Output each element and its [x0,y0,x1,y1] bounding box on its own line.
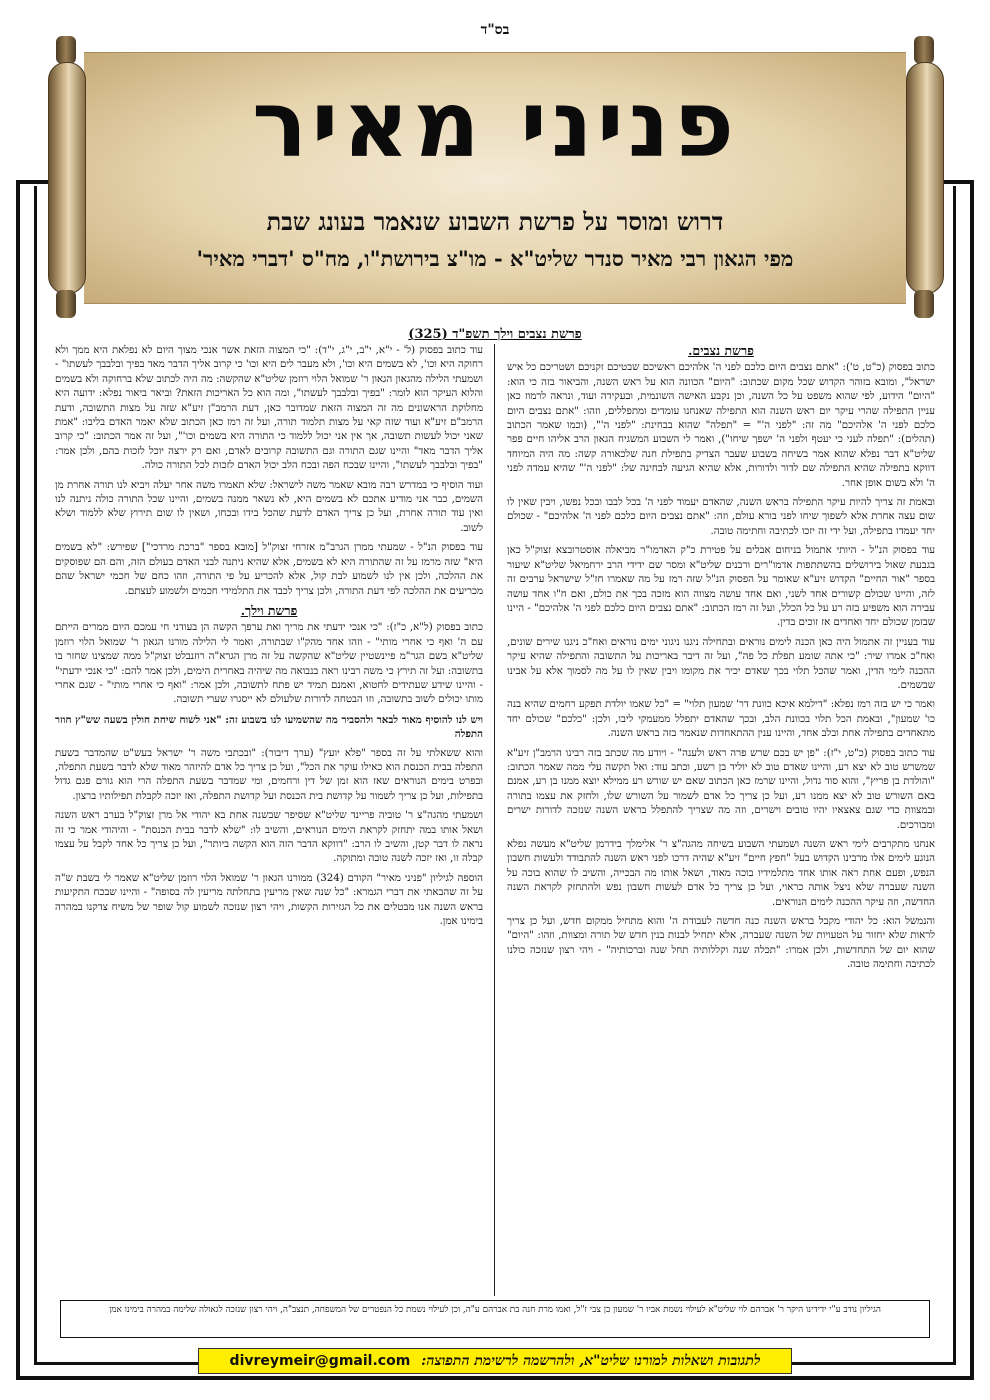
bsd-header: בס"ד [480,22,510,38]
paragraph: עוד כתוב בפסוק (כ"ט, י"ז): "פן יש בכם שרש פרה ראש ולענה" - ויודע מה שכתב בזה רבינו הרמב"ן זיע"א שמשרש טוב לא יצא רע, והיינו שאדם טוב לא יוליד בן רשע, וכתב עוד: ואל תקשה עלי ממה שאמר הכתוב: "והולדת בן פריץ", והוא סוד גדול, והיינו שרמז כאן הכתוב שאם יש שורש רע ממילא יוצא ממנו בן רע, אמנם באם השורש טוב לא יצא ממנו רע, ועל כן צריך כל אדם לשמור על השורש שלו, ולחזק את עצמו בתורה ובמצוות כדי שגם צאצאיו יהיו טובים וישרים, וזה מה שצריך להתפלל בראש השנה שנזכה לדורות ישרים ומבורכים. [507,747,935,831]
author-line: מפי הגאון רבי מאיר סנדר שליט"א - מו"צ בירושת"ו, מח"ס 'דברי מאיר' [196,246,794,271]
article-columns [55,344,935,1296]
frame-bottom [16,1376,974,1380]
left-column [55,344,483,1296]
issue-line: פרשת נצבים וילך תשפ"ד (325) [408,327,582,342]
paragraph: עוד בפסוק הנ"ל - שמעתי ממרן הגרב"מ אזרחי זצוק"ל [מובא בספר "ברכת מרדכי"] שפירש: "לא בשמים היא" שזה מרמז על זה שהתורה היא לא בשמים, אלא שהיא ניתנה לבני האדם בעולם הזה, והם הם שפוסקים את ההלכה, ולכן אין לנו לשמוע לבת קול, אלא להכריע על פי התורה, וזהו כחם של חכמי ישראל שהם מכריעים את ההלכה לפי דעת התורה, ולכן צריך לכבד את התלמידי חכמים ולשמוע לעצתם. [55,542,483,597]
paragraph: ויש לנו להוסיף מאוד לבאר ולהסביר מה שהשמיעו לנו בשבוע זה: "אני לשוח שיחת חולין בשעה שש"ץ חוזר התפלה [55,713,483,741]
paragraph: עוד כתוב בפסוק (ל' - י"א, י"ב, י"ג, י"ד): "כי המצוה הזאת אשר אנכי מצוך היום לא נפלאת היא ממך ולא רחוקה היא וכו', לא בשמים היא וכו', ולא מעבר לים היא וכו' כי קרוב אליך הדבר מאד בפיך ובלבבך לעשתו" - ושמעתי הלילה מהגאון הגאון ר' שמואל הלוי רוזמן שליט"א שהקשה: מה היה לכתוב שלא ברחוקה ולא בשמים והלוא העיקר הוא לומר: "בפיך ובלבבך לעשתו", ומה הוא כל האריכות הזאת? וביאר ביאור נפלא: ידועה היא מחלוקת הראשונים מה זה המצוה הזאת שמדובר כאן, דעת הרמב"ן זיע"א שזה על מצות התשובה, ודעת הרמב"ם זיע"א ועוד שזה קאי על מצות תלמוד תורה, ועל זה רמז כאן הכתוב שלא יאמר האדם בליבו: "אמת שאני יכול לעשות תשובה, אך אין אני יכול ללמוד כי התורה היא בשמים וכו'", ועל זה אמר הכתוב: "כי קרוב אליך הדבר מאד" והיינו שגם התורה וגם התשובה קרובים לאדם, ואם רק ירצה יוכל לזכות בהם, ולכן אמר: "בפיך ובלבבך לעשתו", והיינו שבכח הפה ובכח הלב יכול האדם לזכות לכל התורה כולה. [55,345,483,472]
paragraph: כתוב בפסוק (כ"ט, ט'): "אתם נצבים היום כלכם לפני ה' אלהיכם ראשיכם שבטיכם זקניכם ושטריכם כל איש ישראל", ומובא בזוהר הקדוש שכל מקום שכתוב: "היום" הכוונה הוא על ראש השנה, והביאור בזה כי הוא: "היום" הידוע, לפי שהוא משפט על כל השנה, וכן נקבע האישה השונמית, ובעקידה ועוד, ונראה לרמוז כאן עניין התפילה שהרי עיקר יום ראש השנה הוא התפילה שאנחנו עומדים ומתפללים, וזהו: "אתם נצבים היום כלכם לפני ה' אלהיכם" מה זה: "לפני ה'" = "תפלה" שהוא בבחינת: "לפני ה'", (וכמו שאמר הכתוב (תהלים): "תפלה לעני כי יעטף ולפני ה' ישפך שיחו"), ואמר לי השבוע המשגיח הגאון הרב אליהו חיים פפר שליט"א דבר נפלא שהוא אמר בשיחה בשבוע שעבר הצדיק בתפילת חנה שלכאורה קשה: מה היה המיוחד דווקא בתפילה שהיא התפילה שם לדור ולדורות, אלא שהיא הגיעה לבחינה של: "לפני ה'" שהיא עמדה לפני ה' ולא בשום אופן אחר. [507,362,935,489]
section-heading-nitzavim: פרשת נצבים. [688,344,754,358]
contact-bar [198,1348,792,1374]
paragraph: עוד בפסוק הנ"ל - היותי אתמול בניחום אבלים על פטירת כ"ק האדמו"ר מביאלה אוסטרובצא זצוק"ל כאן בגבעת שאול בירושלים בהשתתפות אדמו"רים ורבנים שליט"א ומסר שם ידידי הרב ירחמיאל שליט"א שיעור בספר "אור החיים" הקדוש זיע"א שאומר על הפסוק הנ"ל שזה רמז על מה שאמרו חז"ל שישראל ערבים זה לזה, והיינו שכולם קשורים אחד לשני, ואם אחד עושה מצווה הוא מזכה בכך את כולם, ואם ח"ו אחד עושה עבירה הוא משפיע בזה רע על כל הכלל, ועל זה רמז הכתוב: "אתם נצבים היום כלכם לפני ה' אלהיכם" - היינו שבזמן שכולם יחד ואחדים אז זוכים בדין. [507,545,935,629]
paragraph: כתוב בפסוק (ל"א, כ"ז): "כי אנכי ידעתי את מריך ואת ערפך הקשה הן בעודני חי עמכם היום ממרים הייתם עם ה' ואף כי אחרי מותי" - וזהו אחד מהק"ו שבתורה, ואמר לי הלילה מורנו הגאון ר' שמואל הלוי רוזמן שליט"א בשם הגר"מ פיינשטיין שליט"א שהקשה על זה מרן הגרא"ה רוזנבלט זצוק"ל ממה שמצינו שחזר בו בתשובה: ועל זה תירץ כי משה רבינו ראה בנבואה מה שיהיה באחרית הימים, ולכן אמר להם: "כי אנכי ידעתי" - והיינו שידע שעתידים לחטוא, ואמנם תמיד יש פתח לתשובה, ולכן אמר: "ואף כי אחרי מותי" - שגם אחרי מותו יכולים לשוב בתשובה, וזו הבטחה לדורות שלעולם לא ייסגרו שערי תשובה. [55,622,483,706]
paragraph: ושמעתי מהגה"צ ר' טוביה פריינד שליט"א שסיפר שבשנה אחת בא יהודי אל מרן זצוק"ל בערב ראש השנה ושאל אותו במה יתחזק לקראת הימים הנוראים, והשיב לו: "שלא לדבר בבית הכנסת" - והיהודי אמר כי זה נראה לו דבר קטן, והשיב לו הרב: "דווקא הדבר הזה הוא הקשה ביותר", ועל כן צריך כל אחד לקבל על עצמו קבלה זו, ואז יזכה לשנה טובה ומתוקה. [55,810,483,865]
contact-text: לתגובות ושאלות למורנו שליט"א, ולהרשמה לרשימת התפוצה: [421,1353,761,1369]
masthead-title: פניני מאיר [251,71,739,178]
paragraph: הוספה לגיליון "פניני מאיר" הקודם (324) ממורנו הגאון ר' שמואל הלוי רוזמן שליט"א שאמר לי בשבת ש"ה על זה שהבאתי את דברי הגמרא: "כל שנה שאין מריעין בתחלתה מריעין לה בסופה" - והיינו שבכח התקיעות בראש השנה אנו מבטלים את כל הגזירות הקשות, ויהי רצון שנזכה לשמוע קול שופר של משיח צדקנו במהרה בימינו אמן. [55,872,483,928]
paragraph: ועוד הוסיף כי במדרש רבה מובא שאמר משה לישראל: שלא תאמרו משה אחר יעלה ויביא לנו תורה אחרת מן השמים, כבר אני מודיע אתכם לא בשמים היא, לא נשאר ממנה בשמים, והיינו שכל התורה כולה ניתנה לנו ואין עוד תורה אחרת, ועל כן צריך האדם לדעת שהכל בידו ובכחו, ושאין לו שום תירוץ שלא ללמוד ושלא לשוב. [55,479,483,534]
contact-email[interactable]: divreymeir@gmail.com [229,1353,411,1369]
paragraph: ואמר כי יש בזה רמז נפלא: "דילמא איכא כוונת דר' שמעון תלוי" = "כל שאמו יולדת תפקע רחמים שהיא בנה כו' שמעון", ובאמת הכל תלוי בכוונת הלב, ובכך שהאדם יתפלל ממעמקי ליבו, ולכן: "כלכם" שכולם יחד מתאחדים בתפילה אחת ובלב אחד, והיינו ענין ההתאחדות שנאמר בזה בראש השנה. [507,699,935,740]
frame-inner-left [34,186,37,1364]
paragraph: והוא ששאלתי על זה בספר "פלא יועץ" (ערך דיבור): "ובכתבי משה ר' ישראל בעש"ט שהמדבר בשעת התפלה בבית הכנסת הוא כאילו עוקר את הכל", ועל כן צריך כל אדם להיזהר מאוד שלא לדבר בשעת התפלה, ובפרט בימים הנוראים שאז הוא זמן של דין ורחמים, ומי שמדבר בשעת התפלה הרי הוא גורם פגם גדול בתפילות, ועל כן צריך לשמור על קדושת בית הכנסת ועל קדושת התפלה, ואז יזכה לקבלת תפילותיו ברצון. [55,747,483,802]
frame-left [16,180,20,1380]
paragraph: והנמשל הוא: כל יהודי מקבל בראש השנה כנה חדשה לעבודת ה' והוא מתחיל ממקום חדש, ועל כן צריך לראות שלא יחזור על הטעויות של השנה שעברה, אלא יתחיל לבנות בנין חדש של תורה ומצוות, וזהו: "היום" שהוא יום של התחדשות, ולכן אמרו: "תכלה שנה וקללותיה תחל שנה וברכותיה" - ויהי רצון שנזכה כולנו לכתיבה וחתימה טובה. [507,916,935,971]
paragraph: אנחנו מתקרבים לימי ראש השנה ושמעתי השבוע בשיחה מהגה"צ ר' אלימלך בידרמן שליט"א מעשה נפלא הנוגע לימים אלו מרבינו הקדוש בעל "חפץ חיים" זיע"א שהיה דרכו לפני ראש השנה להתבודד ולעשות חשבון הנפש, ופעם אחת ראה אותו אחד מתלמידיו בוכה מאוד, ושאל אותו מה הבכייה, והשיב לו שהוא בוכה על השנה שעברה שלא ניצל אותה כראוי, ועל כן צריך כל אדם לעשות חשבון נפש ולהתחזק לקראת השנה החדשה, וזה עיקר ההכנה לימים הנוראים. [507,839,935,908]
paragraph: עוד בעניין זה אתמול היה כאן הכנה לימים נוראים ובתחילה ניגנו ניגוני ימים נוראים ואח"כ ניגנו שירים שונים, ואח"כ אמרו שיר: "כי אתה שומע תפלת כל פה", ועל זה דיבר באריכות על התשובה והתפילה שהיא עיקר ההכנה לימי הדין, ואמר שהכל תלוי בכך שאדם יכיר את מקומו ויבין שאין לו על מה לסמוך אלא על אבינו שבשמים. [507,636,935,691]
subtitle: דרוש ומוסר על פרשת השבוע שנאמר בעונג שבת [266,207,724,236]
paragraph: ובאמת זה צריך להיות עיקר התפילה בראש השנה, שהאדם יעמוד לפני ה' בכל לבבו ובכל נפשו, ויבין שאין לו שום עצה אחרת אלא לשפוך שיחו לפני בורא עולם, וזה: "אתם נצבים היום כלכם לפני ה' אלהיכם" - שכולם יחד יעמדו בתפילה, ועל ידי זה יזכו לכתיבה וחתימה טובה. [507,497,935,537]
column-divider [494,344,495,1296]
section-heading-vayelech: פרשת וילך. [240,602,298,618]
dedication-box: הגיליון נודב ע"י ידידינו היקר ר' אברהם לוי שליט"א לעילוי נשמת אביו ר' שמעון בן צבי ז"ל, ואמו מרת חנה בת אברהם ע"ה, וכן לעילוי נשמת כל הנפטרים של המשפחה, תנצב"ה, ויהי רצון שנזכה לגאולה שלימה במהרה בימינו אמן [60,1300,930,1338]
frame-right [970,180,974,1380]
right-column [507,344,935,1296]
frame-inner-right [953,186,956,1364]
